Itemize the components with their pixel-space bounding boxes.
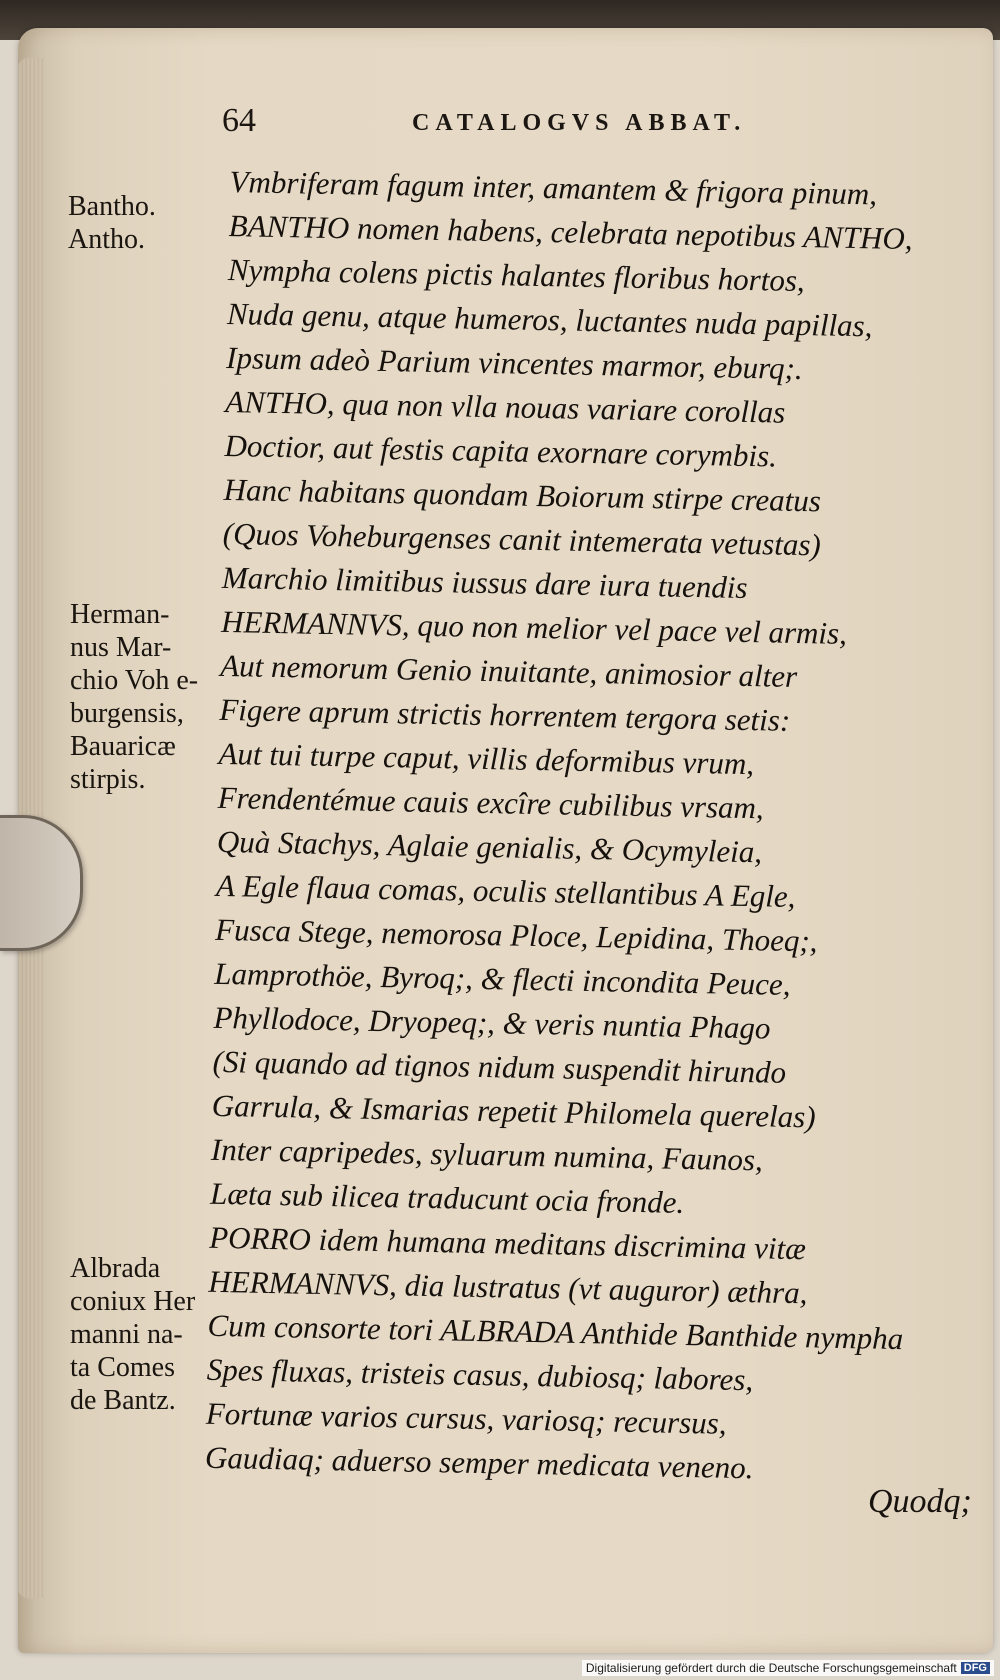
running-title: CATALOGVS ABBAT. — [412, 110, 747, 136]
verse-line: ANTHO, qua non vlla nouas variare corollas — [225, 383, 786, 430]
page-number: 64 — [222, 102, 256, 139]
verse-text — [205, 160, 970, 1494]
margin-note-hermannus — [70, 598, 220, 796]
digitization-credit — [582, 1660, 994, 1676]
margin-note-line: Bantho. — [68, 191, 156, 222]
verse-line: Frendentémue cauis excîre cubilibus vrsam, — [217, 779, 765, 826]
verse-line: Spes fluxas, tristeis casus, dubiosq; labores, — [206, 1351, 754, 1398]
margin-note-line: Herman- — [70, 599, 170, 630]
margin-note-line: de Bantz. — [70, 1385, 176, 1416]
margin-note-line: Bauaricæ — [70, 731, 176, 762]
verse-line: Marchio limitibus iussus dare iura tuendis — [221, 559, 748, 606]
verse-line: Ipsum adeò Parium vincentes marmor, eburq;. — [225, 339, 804, 387]
verse-line: HERMANNVS, quo non melior vel pace vel armis, — [220, 603, 848, 651]
verse-line: Phyllodoce, Dryopeq;, & veris nuntia Phago — [213, 999, 771, 1046]
verse-line: (Si quando ad tignos nidum suspendit hirundo — [212, 1043, 787, 1090]
margin-note-line: chio Voh e- — [70, 665, 199, 696]
catchword: Quodq; — [868, 1483, 972, 1520]
verse-line: (Quos Voheburgenses canit intemerata vetustas) — [222, 515, 822, 563]
margin-note-line: nus Mar- — [70, 632, 172, 663]
verse-line: Vmbriferam fagum inter, amantem & frigora pinum, — [229, 163, 878, 212]
verse-line: HERMANNVS, dia lustratus (vt auguror) æthra, — [208, 1263, 808, 1311]
verse-line: Gaudiaq; aduerso semper medicata veneno. — [204, 1439, 754, 1486]
verse-line: Inter capripedes, syluarum numina, Faunos, — [210, 1131, 764, 1178]
page-header — [222, 102, 862, 142]
margin-note-line: burgensis, — [70, 698, 184, 729]
verse-line: BANTHO nomen habens, celebrata nepotibus ANTHO, — [228, 207, 913, 257]
verse-line: Garrula, & Ismarias repetit Philomela querelas) — [211, 1087, 816, 1135]
margin-note-line: coniux Her — [70, 1286, 196, 1317]
margin-note-line: ta Comes — [70, 1352, 175, 1383]
verse-line: A Egle flaua comas, oculis stellantibus A Egle, — [215, 867, 796, 914]
verse-line: Aut nemorum Genio inuitante, animosior alter — [219, 647, 798, 694]
margin-note-bantho — [68, 190, 156, 256]
verse-line: Lamprothöe, Byroq;, & flecti incondita Peuce, — [214, 955, 791, 1002]
verse-line: Doctior, aut festis capita exornare corymbis. — [224, 427, 778, 474]
margin-note-line: manni na- — [70, 1319, 183, 1350]
verse-line: Aut tui turpe caput, villis deformibus vrum, — [218, 735, 755, 782]
margin-note-line: Antho. — [68, 224, 145, 255]
verse-line: Quà Stachys, Aglaie genialis, & Ocymyleia, — [216, 823, 763, 870]
verse-line: Fortunæ varios cursus, variosq; recursus, — [205, 1395, 727, 1441]
verse-line: Cum consorte tori ALBRADA Anthide Banthide nympha — [207, 1307, 904, 1357]
verse-line: Nuda genu, atque humeros, luctantes nuda papillas, — [226, 295, 873, 344]
verse-line: Fusca Stege, nemorosa Ploce, Lepidina, Thoeq;, — [214, 911, 818, 959]
verse-line: Figere aprum strictis horrentem tergora setis: — [219, 691, 791, 738]
margin-note-line: stirpis. — [70, 764, 146, 795]
verse-line: PORRO idem humana meditans discrimina vitæ — [208, 1219, 807, 1267]
verse-line: Nympha colens pictis halantes floribus hortos, — [227, 251, 806, 299]
verse-line: Hanc habitans quondam Boiorum stirpe creatus — [223, 471, 822, 519]
credit-text: Digitalisierung gefördert durch die Deutsche Forschungsgemeinschaft — [585, 1661, 957, 1675]
dfg-logo: DFG — [961, 1662, 990, 1674]
margin-note-albrada — [70, 1252, 225, 1417]
verse-line: Læta sub ilicea traducunt ocia fronde. — [209, 1175, 685, 1220]
margin-note-line: Albrada — [70, 1253, 161, 1284]
